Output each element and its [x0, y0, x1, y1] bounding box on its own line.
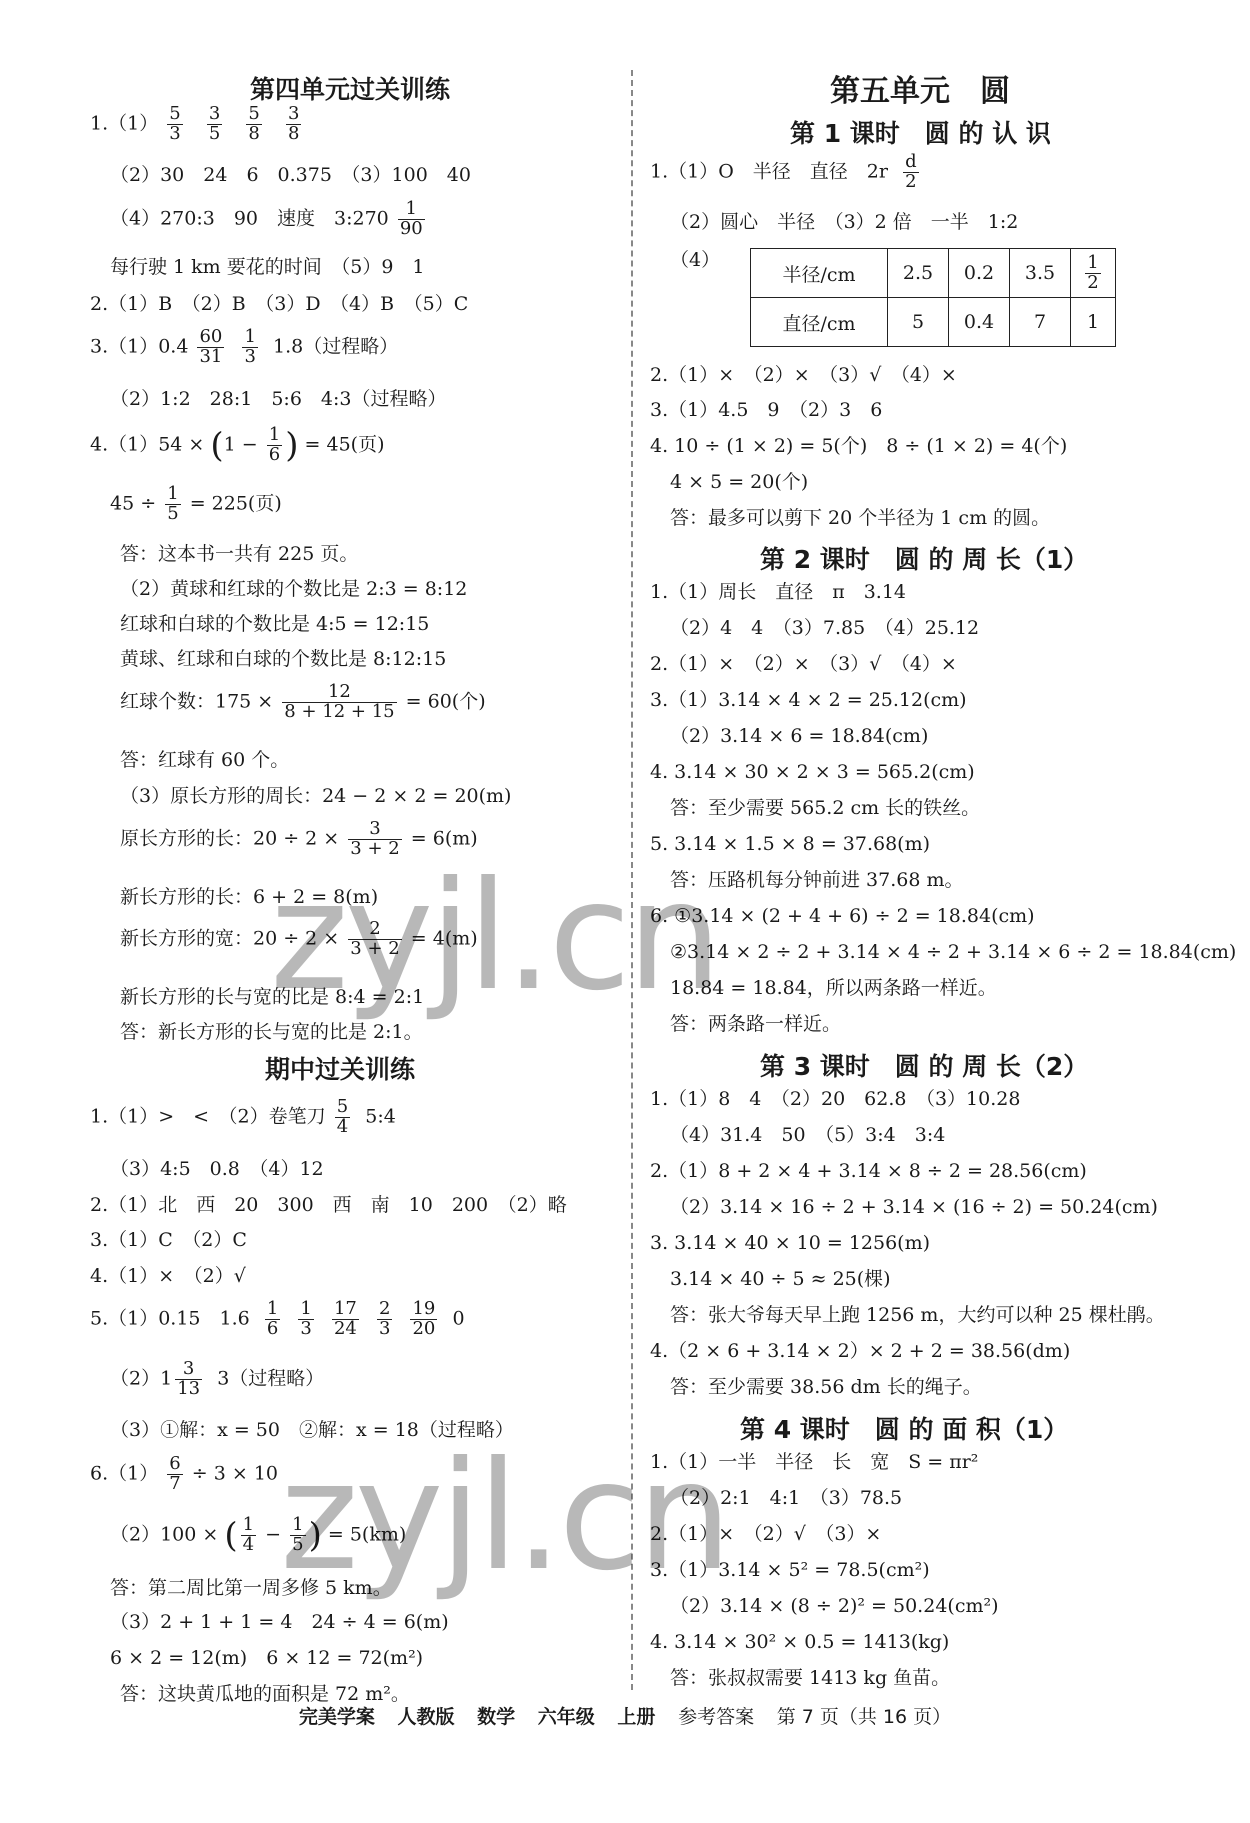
mid-q2: 2.（1）北 西 20 300 西 南 10 200 （2）略 [90, 1194, 567, 1216]
column-divider [631, 70, 633, 1690]
l3-q1a: 1.（1）8 4 （2）20 62.8 （3）10.28 [650, 1088, 1021, 1110]
l1-q1-1: 1.（1）O 半径 直径 2r $\frac{d}{2}$ [650, 151, 917, 192]
table-row [751, 298, 1116, 347]
footer-grade: 六年级 [537, 1706, 595, 1728]
l1-q4b: 4 × 5 = 20(个) [670, 471, 809, 493]
l4-q4: 4. 3.14 × 30² × 0.5 = 1413(kg) [650, 1631, 950, 1653]
l2-q2: 2.（1）× （2）× （3）√ （4）× [650, 653, 957, 675]
table-cell: 0.2 [949, 249, 1010, 298]
lesson3-title: 第 3 课时 圆 的 周 长（2） [760, 1052, 1089, 1081]
fraction: $\frac{3}{5}$ [208, 103, 221, 144]
l2-q3b: （2）3.14 × 6 = 18.84(cm) [670, 725, 929, 747]
footer-edition: 人教版 [397, 1706, 455, 1728]
u4-q1-4: （4）270:3 90 速度 3:270 $\frac{1}{90}$ [110, 198, 423, 239]
mid-q6-3a: （3）2 + 1 + 1 = 4 24 ÷ 4 = 6(m) [110, 1611, 449, 1633]
table-cell: 2.5 [888, 249, 949, 298]
l2-q6c: 18.84 = 18.84，所以两条路一样近。 [670, 977, 997, 999]
table-cell: $\frac{1}{2}$ [1071, 249, 1116, 298]
u4-q1-1: 1.（1） $\frac{5}{3}$ $\frac{3}{5}$ $\frac{5}{8}$ $\frac{3}{8}$ [90, 103, 300, 144]
u4-q1-2: （2）30 24 6 0.375 （3）100 40 [110, 164, 471, 186]
lesson4-title: 第 4 课时 圆 的 面 积（1） [740, 1415, 1069, 1444]
footer-volume: 上册 [617, 1706, 656, 1728]
midterm-title: 期中过关训练 [265, 1055, 416, 1084]
table-cell: 5 [888, 298, 949, 347]
u4-q4-2a: （2）黄球和红球的个数比是 2:3 = 8:12 [120, 578, 468, 600]
u4-q2: 2.（1）B （2）B （3）D （4）B （5）C [90, 293, 469, 315]
u4-q3-1: 3.（1）0.4 $\frac{60}{31}$ $\frac{1}{3}$ 1.8（过程略） [90, 326, 399, 367]
fraction: $\frac{5}{3}$ [169, 103, 181, 144]
l2-q6a: 6. ①3.14 × (2 + 4 + 6) ÷ 2 = 18.84(cm) [650, 905, 1035, 927]
u4-q1-4b: 每行驶 1 km 要花的时间 （5）9 1 [110, 256, 425, 278]
table-cell: 1 [1071, 298, 1116, 347]
table-cell: 直径/cm [751, 298, 888, 347]
fraction: $\frac{3}{8}$ [288, 103, 300, 144]
mid-q5-2: （2）1 $\frac{3}{13}$ 3（过程略） [110, 1358, 325, 1399]
mid-q1-1: 1.（1）> < （2）卷笔刀 $\frac{5}{4}$ 5:4 [90, 1096, 396, 1137]
mid-q4: 4.（1）× （2）√ [90, 1265, 246, 1287]
u4-q4-2c: 黄球、红球和白球的个数比是 8:12:15 [120, 648, 447, 670]
footer-brand: 完美学案 [298, 1706, 375, 1728]
footer-subject: 数学 [477, 1706, 516, 1728]
l2-q6-answer: 答：两条路一样近。 [670, 1013, 842, 1035]
fraction: $\frac{5}{8}$ [248, 103, 260, 144]
mid-q5-3: （3）①解：x = 50 ②解：x = 18（过程略） [110, 1419, 514, 1441]
u4-q4-3a: （3）原长方形的周长：24 − 2 × 2 = 20(m) [120, 785, 512, 807]
l2-q6b: ②3.14 × 2 ÷ 2 + 3.14 × 4 ÷ 2 + 3.14 × 6 ÷ 2 = 18.84(cm) [670, 941, 1237, 963]
l4-q4-answer: 答：张叔叔需要 1413 kg 鱼苗。 [670, 1667, 951, 1689]
l1-q1-2: （2）圆心 半径 （3）2 倍 一半 1:2 [670, 211, 1019, 233]
u4-q4-2-answer: 答：红球有 60 个。 [120, 749, 290, 771]
l1-q3: 3.（1）4.5 9 （2）3 6 [650, 399, 883, 421]
u4-q4-3d: 新长方形的长：6 + 2 = 8(m) [120, 886, 379, 908]
mid-q1-3: （3）4:5 0.8 （4）12 [110, 1158, 324, 1180]
u4-q4-1b: 45 ÷ $\frac{1}{5}$ = 225(页) [110, 483, 282, 524]
footer-section: 参考答案 [678, 1706, 755, 1728]
l3-q3a: 3. 3.14 × 40 × 10 = 1256(m) [650, 1232, 931, 1254]
l4-q3b: （2）3.14 × (8 ÷ 2)² = 50.24(cm²) [670, 1595, 999, 1617]
mid-q6-2-answer: 答：第二周比第一周多修 5 km。 [110, 1577, 392, 1599]
table-cell: 3.5 [1010, 249, 1071, 298]
u4-q3-2: （2）1:2 28:1 5:6 4:3（过程略） [110, 388, 447, 410]
table-cell: 0.4 [949, 298, 1010, 347]
l1-q4a: 4. 10 ÷ (1 × 2) = 5(个) 8 ÷ (1 × 2) = 4(个) [650, 435, 1068, 457]
u4-q4-1: 4.（1）54 × (1 − $\frac{1}{6}$ ) = 45(页) [90, 424, 385, 466]
unit5-title: 第五单元 圆 [830, 74, 1010, 109]
l1-q1-4: （4） [670, 249, 721, 271]
u4-q4-3b: 原长方形的长：20 ÷ 2 × $\frac{3}{3 + 2}$ = 6(m) [120, 818, 478, 859]
l3-q1b: （4）31.4 50 （5）3:4 3:4 [670, 1124, 946, 1146]
mid-q6-1: 6.（1） $\frac{6}{7}$ ÷ 3 × 10 [90, 1453, 278, 1494]
l4-q2: 2.（1）× （2）√ （3）× [650, 1523, 882, 1545]
mid-q6-3-answer: 答：这块黄瓜地的面积是 72 m²。 [120, 1683, 410, 1705]
mid-q6-2: （2）100 × ( $\frac{1}{4}$ − $\frac{1}{5}$ ) = 5(km) [110, 1514, 407, 1556]
u4-q4-1-answer: 答：这本书一共有 225 页。 [120, 543, 359, 565]
table-cell: 7 [1010, 298, 1071, 347]
mid-q6-3b: 6 × 2 = 12(m) 6 × 12 = 72(m²) [110, 1647, 424, 1669]
table-row [751, 249, 1116, 298]
l3-q4: 4.（2 × 6 + 3.14 × 2）× 2 + 2 = 38.56(dm) [650, 1340, 1071, 1362]
l4-q3a: 3.（1）3.14 × 5² = 78.5(cm²) [650, 1559, 930, 1581]
l2-q5: 5. 3.14 × 1.5 × 8 = 37.68(m) [650, 833, 931, 855]
radius-diameter-table [750, 248, 1116, 347]
u4-q4-3e: 新长方形的宽：20 ÷ 2 × $\frac{2}{3 + 2}$ = 4(m) [120, 918, 478, 959]
mid-q3: 3.（1）C （2）C [90, 1229, 247, 1251]
l2-q5-answer: 答：压路机每分钟前进 37.68 m。 [670, 869, 964, 891]
u4-q4-3h: 新长方形的长与宽的比是 8:4 = 2:1 [120, 986, 425, 1008]
l2-q4-answer: 答：至少需要 565.2 cm 长的铁丝。 [670, 797, 981, 819]
l2-q1b: （2）4 4 （3）7.85 （4）25.12 [670, 617, 980, 639]
u4-q4-2d: 红球个数：175 × $\frac{12}{8 + 12 + 15}$ = 60(个) [120, 681, 486, 722]
unit4-title: 第四单元过关训练 [250, 75, 451, 104]
table-cell: 半径/cm [751, 249, 888, 298]
l3-q2a: 2.（1）8 + 2 × 4 + 3.14 × 8 ÷ 2 = 28.56(cm) [650, 1160, 1087, 1182]
l2-q1a: 1.（1）周长 直径 π 3.14 [650, 581, 907, 603]
l3-q2b: （2）3.14 × 16 ÷ 2 + 3.14 × (16 ÷ 2) = 50.24(cm) [670, 1196, 1158, 1218]
u4-q4-2b: 红球和白球的个数比是 4:5 = 12:15 [120, 613, 430, 635]
l3-q3-answer: 答：张大爷每天早上跑 1256 m，大约可以种 25 棵杜鹃。 [670, 1304, 1165, 1326]
l1-q4-answer: 答：最多可以剪下 20 个半径为 1 cm 的圆。 [670, 507, 1051, 529]
u4-q4-3-answer: 答：新长方形的长与宽的比是 2:1。 [120, 1021, 423, 1043]
l2-q4: 4. 3.14 × 30 × 2 × 3 = 565.2(cm) [650, 761, 975, 783]
l4-q1a: 1.（1）一半 半径 长 宽 S = πr² [650, 1451, 979, 1473]
lesson1-title: 第 1 课时 圆 的 认 识 [790, 119, 1051, 148]
l2-q3a: 3.（1）3.14 × 4 × 2 = 25.12(cm) [650, 689, 967, 711]
page-footer [0, 1702, 1250, 1729]
l3-q4-answer: 答：至少需要 38.56 dm 长的绳子。 [670, 1376, 982, 1398]
lesson2-title: 第 2 课时 圆 的 周 长（1） [760, 545, 1089, 574]
l1-q2: 2.（1）× （2）× （3）√ （4）× [650, 364, 957, 386]
mid-q5-1: 5.（1）0.15 1.6 $\frac{1}{6}$ $\frac{1}{3}$ $\frac{17}{24}$ $\frac{2}{3}$ $\frac{19}{20}$ 0 [90, 1298, 465, 1339]
l4-q1b: （2）2:1 4:1 （3）78.5 [670, 1487, 903, 1509]
footer-page: 第 7 页（共 16 页） [776, 1706, 952, 1728]
l3-q3b: 3.14 × 40 ÷ 5 ≈ 25(棵) [670, 1268, 891, 1290]
